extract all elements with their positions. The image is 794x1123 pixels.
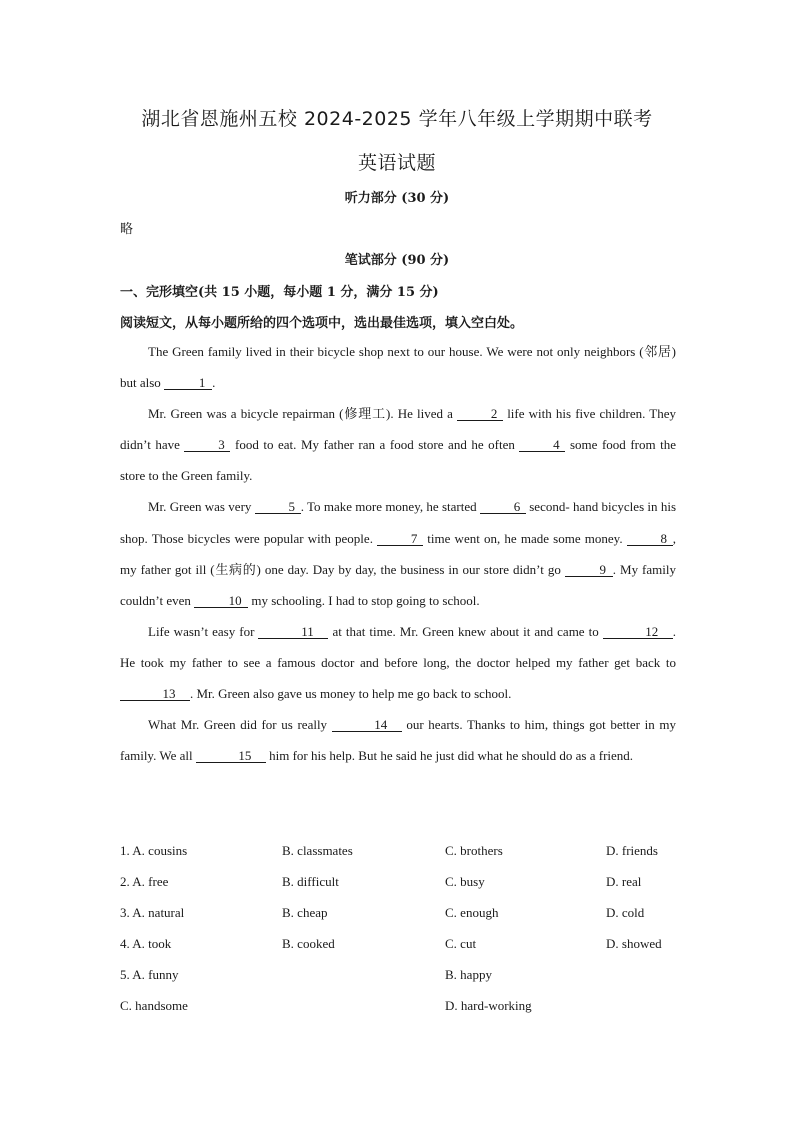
listening-note: 略: [120, 221, 134, 236]
exam-title-line1: 湖北省恩施州五校 2024-2025 学年八年级上学期期中联考: [141, 108, 653, 130]
option-4a[interactable]: 4. A. took: [120, 936, 172, 951]
option-2a[interactable]: 2. A. free: [120, 874, 169, 889]
blank-13[interactable]: 13: [120, 687, 190, 701]
exam-title-line2: 英语试题: [357, 152, 436, 174]
option-2d[interactable]: D. real: [606, 874, 642, 889]
option-1c[interactable]: C. brothers: [445, 843, 503, 858]
question-5-options-row2: [120, 998, 680, 1018]
option-3b[interactable]: B. cheap: [282, 905, 328, 920]
blank-4[interactable]: 4: [519, 438, 565, 452]
paragraph-2: Mr. Green was a bicycle repairman (修理工). He lived a 2 life with his five children. They didn’t have 3 food to eat. My father ran a food store and he often 4 some food from the store to the Green family.: [120, 406, 677, 484]
option-5a[interactable]: 5. A. funny: [120, 967, 179, 982]
option-2b[interactable]: B. difficult: [282, 874, 339, 889]
blank-1[interactable]: 1: [164, 376, 212, 390]
paragraph-1: The Green family lived in their bicycle shop next to our house. We were not only neighbors (邻居) but also 1 .: [120, 344, 676, 391]
question-5-options-row1: [120, 967, 680, 987]
option-2c[interactable]: C. busy: [445, 874, 485, 889]
blank-15[interactable]: 15: [196, 749, 266, 763]
blank-14[interactable]: 14: [332, 718, 402, 732]
blank-3[interactable]: 3: [184, 438, 230, 452]
paragraph-5: What Mr. Green did for us really 14 our hearts. Thanks to him, things got better in my family. We all 15 him for his help. But he said he just did what he should do as a friend.: [120, 717, 676, 764]
option-4c[interactable]: C. cut: [445, 936, 477, 951]
blank-10[interactable]: 10: [194, 594, 248, 608]
option-1a[interactable]: 1. A. cousins: [120, 843, 188, 858]
blank-8[interactable]: 8: [627, 532, 673, 546]
listening-heading: 听力部分 (30 分): [344, 191, 450, 206]
section1-heading: 一、完形填空(共 15 小题，每小题 1 分，满分 15 分): [120, 285, 439, 300]
question-1-options: [120, 843, 680, 863]
blank-11[interactable]: 11: [258, 625, 328, 639]
passage: [120, 336, 676, 771]
paragraph-4: Life wasn’t easy for 11 at that time. Mr. Green knew about it and came to 12 . He took my father to see a famous doctor and before long, the doctor helped my father get back to 13 . Mr. Green also gave us money to help me go back to school.: [120, 623, 676, 702]
option-4b[interactable]: B. cooked: [282, 936, 335, 951]
blank-2[interactable]: 2: [457, 407, 503, 421]
option-3d[interactable]: D. cold: [606, 905, 645, 920]
option-1b[interactable]: B. classmates: [282, 843, 353, 858]
option-1d[interactable]: D. friends: [606, 843, 658, 858]
question-3-options: [120, 905, 680, 925]
written-heading: 笔试部分 (90 分): [344, 253, 450, 268]
blank-5[interactable]: 5: [255, 500, 301, 514]
question-2-options: [120, 874, 680, 894]
option-3c[interactable]: C. enough: [445, 905, 499, 920]
blank-9[interactable]: 9: [565, 563, 613, 577]
blank-12[interactable]: 12: [603, 625, 673, 639]
blank-7[interactable]: 7: [377, 532, 423, 546]
option-3a[interactable]: 3. A. natural: [120, 905, 185, 920]
option-5b[interactable]: B. happy: [445, 967, 492, 982]
paragraph-3: Mr. Green was very 5 . To make more money, he started 6 second- hand bicycles in his shop. Those bicycles were popular with people. 7 time went on, he made some money. 8 , my father got ill (生病的) one day. Day by day, the business in our store didn’t go 9 . My family couldn’t even 10 my schooling. I had to stop going to school.: [120, 499, 677, 608]
option-5c[interactable]: C. handsome: [120, 998, 188, 1013]
question-4-options: [120, 936, 680, 956]
option-4d[interactable]: D. showed: [606, 936, 662, 951]
section1-instruction: 阅读短文，从每小题所给的四个选项中，选出最佳选项，填入空白处。: [120, 316, 524, 331]
option-5d[interactable]: D. hard-working: [445, 998, 532, 1013]
blank-6[interactable]: 6: [480, 500, 526, 514]
